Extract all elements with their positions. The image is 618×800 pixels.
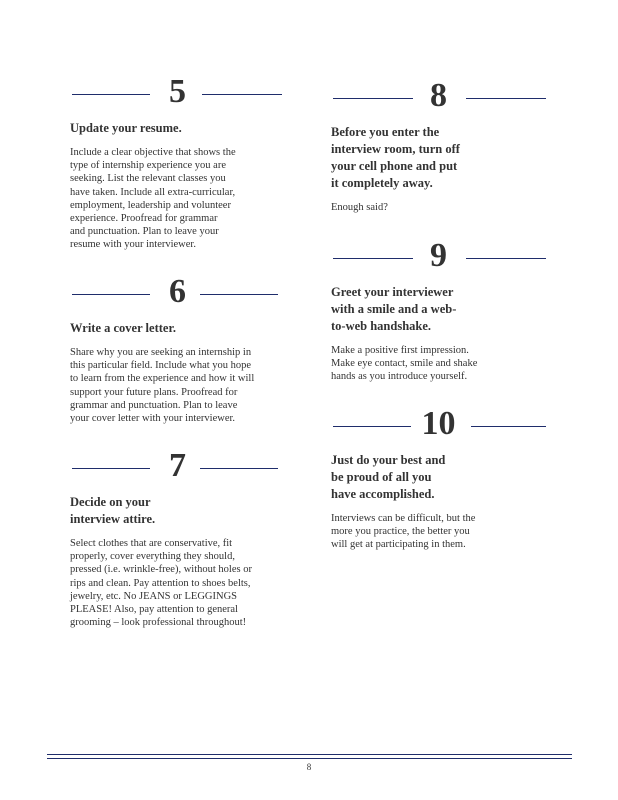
divider	[466, 258, 546, 259]
tip-number: 7	[169, 447, 186, 484]
tip-number: 9	[430, 237, 447, 274]
divider	[200, 468, 278, 469]
tip-heading: Before you enter the interview room, turn off your cell phone and put it completely away.	[331, 125, 460, 190]
tip-5	[70, 72, 285, 252]
tip-number: 5	[169, 73, 186, 110]
tip-number-row	[331, 76, 546, 120]
divider	[202, 94, 282, 95]
page-number: 8	[306, 762, 312, 772]
tip-body: Interviews can be difficult, but the more you practice, the better you will get at participating in them.	[331, 513, 476, 551]
tip-number-row	[70, 72, 285, 116]
tip-heading: Write a cover letter.	[70, 321, 176, 335]
tip-number-row	[331, 236, 546, 280]
tip-body: Make a positive first impression. Make eye contact, smile and shake hands as you introduce yourself.	[331, 345, 478, 383]
tip-heading: Just do your best and be proud of all you have accomplished.	[331, 453, 446, 501]
footer-rule	[47, 758, 572, 759]
tip-number-row	[70, 272, 285, 316]
tip-heading: Update your resume.	[70, 121, 182, 135]
tip-7	[70, 446, 285, 629]
tip-number: 6	[169, 273, 186, 310]
tip-heading: Greet your interviewer with a smile and a web- to-web handshake.	[331, 285, 457, 333]
tip-6	[70, 272, 285, 425]
tip-8	[331, 76, 546, 214]
tip-number: 10	[421, 405, 456, 442]
tip-body: Select clothes that are conservative, fit properly, cover everything they should, pressed (i.e. wrinkle-free), without holes or rips and clean. Pay attention to shoes belts, jewelry, etc. No JEANS or LEGGINGS PLEASE! Also, pay attention to general grooming – look professional throughout!	[70, 538, 252, 629]
tip-number-row	[70, 446, 285, 490]
tip-9	[331, 236, 546, 384]
tip-10	[331, 404, 546, 552]
tip-number-row	[331, 404, 546, 448]
divider	[200, 294, 278, 295]
tip-number: 8	[430, 77, 447, 114]
tip-body: Enough said?	[331, 202, 388, 213]
tip-body: Share why you are seeking an internship in this particular field. Include what you hope to learn from the experience and how it will support your future plans. Proofread for grammar and punctuation. Plan to leave your cover letter with your interviewer.	[70, 347, 255, 425]
tip-heading: Decide on your interview attire.	[70, 495, 156, 526]
footer-rule	[47, 754, 572, 755]
divider	[471, 426, 546, 427]
divider	[466, 98, 546, 99]
tip-body: Include a clear objective that shows the type of internship experience you are seeking. List the relevant classes you have taken. Include all extra-curricular, employment, leadership and volunteer experience. Proofread for grammar and punctuation. Plan to leave your resume with your interviewer.	[70, 147, 236, 251]
